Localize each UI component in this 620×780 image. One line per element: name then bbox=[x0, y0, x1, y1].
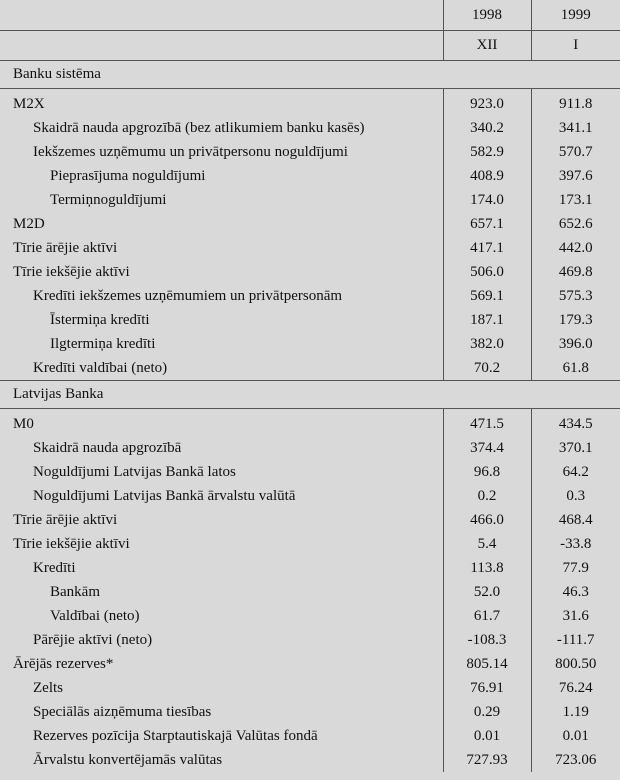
value-1999-i: 179.3 bbox=[531, 308, 620, 332]
value-1998-xii: -108.3 bbox=[443, 628, 531, 652]
table-row bbox=[0, 436, 620, 460]
table-row bbox=[0, 116, 620, 140]
header-empty-cell bbox=[0, 0, 443, 31]
value-1998-xii: 374.4 bbox=[443, 436, 531, 460]
row-label: Pieprasījuma noguldījumi bbox=[50, 168, 206, 184]
value-1999-i: 575.3 bbox=[531, 284, 620, 308]
value-1999-i: 341.1 bbox=[531, 116, 620, 140]
value-1998-xii: 569.1 bbox=[443, 284, 531, 308]
row-label: M0 bbox=[13, 416, 34, 432]
value-1998-xii: 113.8 bbox=[443, 556, 531, 580]
row-label: Ārvalstu konvertējamās valūtas bbox=[33, 752, 223, 768]
table-row bbox=[0, 700, 620, 724]
row-label: Ārējās rezerves* bbox=[13, 656, 114, 672]
row-label: Skaidrā nauda apgrozībā (bez atlikumiem banku kasēs) bbox=[33, 120, 365, 136]
row-label: Bankām bbox=[50, 584, 100, 600]
table-row bbox=[0, 236, 620, 260]
table-row bbox=[0, 724, 620, 748]
row-label: Kredīti valdībai (neto) bbox=[33, 360, 168, 376]
value-1999-i: 31.6 bbox=[531, 604, 620, 628]
value-1998-xii: 70.2 bbox=[443, 356, 531, 381]
header-empty-cell bbox=[0, 31, 443, 61]
value-1998-xii: 657.1 bbox=[443, 212, 531, 236]
header-row-months bbox=[0, 31, 620, 61]
value-1999-i: 652.6 bbox=[531, 212, 620, 236]
table-row bbox=[0, 508, 620, 532]
value-1998-xii: 582.9 bbox=[443, 140, 531, 164]
table-row bbox=[0, 628, 620, 652]
value-1998-xii: 727.93 bbox=[443, 748, 531, 772]
value-1999-i: 0.01 bbox=[531, 724, 620, 748]
table-row bbox=[0, 484, 620, 508]
table-row bbox=[0, 332, 620, 356]
value-1998-xii: 466.0 bbox=[443, 508, 531, 532]
row-label: Noguldījumi Latvijas Bankā latos bbox=[33, 464, 236, 480]
value-1999-i: 570.7 bbox=[531, 140, 620, 164]
value-1998-xii: 417.1 bbox=[443, 236, 531, 260]
section-title: Latvijas Banka bbox=[0, 381, 620, 409]
value-1998-xii: 52.0 bbox=[443, 580, 531, 604]
value-1999-i: 396.0 bbox=[531, 332, 620, 356]
row-label: M2D bbox=[13, 216, 45, 232]
header-month-1998: XII bbox=[443, 31, 531, 61]
table-row bbox=[0, 676, 620, 700]
value-1999-i: 46.3 bbox=[531, 580, 620, 604]
section-header bbox=[0, 381, 620, 409]
section-header bbox=[0, 61, 620, 89]
value-1998-xii: 0.01 bbox=[443, 724, 531, 748]
value-1998-xii: 340.2 bbox=[443, 116, 531, 140]
row-label: Valdībai (neto) bbox=[50, 608, 140, 624]
value-1998-xii: 471.5 bbox=[443, 409, 531, 437]
table-row bbox=[0, 89, 620, 117]
row-label: M2X bbox=[13, 96, 45, 112]
row-label: Kredīti bbox=[33, 560, 76, 576]
value-1999-i: 723.06 bbox=[531, 748, 620, 772]
table-row bbox=[0, 308, 620, 332]
row-label: Iekšzemes uzņēmumu un privātpersonu noguldījumi bbox=[33, 144, 348, 160]
row-label: Tīrie iekšējie aktīvi bbox=[13, 536, 130, 552]
value-1998-xii: 805.14 bbox=[443, 652, 531, 676]
value-1999-i: 0.3 bbox=[531, 484, 620, 508]
row-label: Tīrie ārējie aktīvi bbox=[13, 512, 118, 528]
value-1998-xii: 923.0 bbox=[443, 89, 531, 117]
row-label: Tīrie ārējie aktīvi bbox=[13, 240, 118, 256]
value-1998-xii: 382.0 bbox=[443, 332, 531, 356]
row-label: Kredīti iekšzemes uzņēmumiem un privātpersonām bbox=[33, 288, 343, 304]
table-row bbox=[0, 212, 620, 236]
table-row bbox=[0, 284, 620, 308]
table-row bbox=[0, 532, 620, 556]
value-1998-xii: 187.1 bbox=[443, 308, 531, 332]
header-year-1998: 1998 bbox=[443, 0, 531, 31]
value-1999-i: 1.19 bbox=[531, 700, 620, 724]
table-row bbox=[0, 140, 620, 164]
value-1999-i: 173.1 bbox=[531, 188, 620, 212]
row-label: Īstermiņa kredīti bbox=[50, 312, 150, 328]
table-row bbox=[0, 460, 620, 484]
value-1999-i: 469.8 bbox=[531, 260, 620, 284]
row-label: Noguldījumi Latvijas Bankā ārvalstu valūtā bbox=[33, 488, 296, 504]
row-label: Tīrie iekšējie aktīvi bbox=[13, 264, 130, 280]
header-month-1999: I bbox=[531, 31, 620, 61]
value-1999-i: 468.4 bbox=[531, 508, 620, 532]
table-row bbox=[0, 580, 620, 604]
table-row bbox=[0, 164, 620, 188]
value-1999-i: 370.1 bbox=[531, 436, 620, 460]
value-1999-i: 397.6 bbox=[531, 164, 620, 188]
value-1999-i: 64.2 bbox=[531, 460, 620, 484]
value-1998-xii: 76.91 bbox=[443, 676, 531, 700]
row-label: Zelts bbox=[33, 680, 63, 696]
value-1998-xii: 5.4 bbox=[443, 532, 531, 556]
value-1999-i: 442.0 bbox=[531, 236, 620, 260]
row-label: Ilgtermiņa kredīti bbox=[50, 336, 156, 352]
header-year-1999: 1999 bbox=[531, 0, 620, 31]
value-1998-xii: 0.2 bbox=[443, 484, 531, 508]
row-label: Termiņnoguldījumi bbox=[50, 192, 167, 208]
value-1998-xii: 408.9 bbox=[443, 164, 531, 188]
value-1999-i: 434.5 bbox=[531, 409, 620, 437]
header-row-years bbox=[0, 0, 620, 31]
value-1999-i: -111.7 bbox=[531, 628, 620, 652]
value-1998-xii: 506.0 bbox=[443, 260, 531, 284]
value-1999-i: 800.50 bbox=[531, 652, 620, 676]
row-label: Speciālās aizņēmuma tiesības bbox=[33, 704, 212, 720]
value-1998-xii: 96.8 bbox=[443, 460, 531, 484]
value-1999-i: 911.8 bbox=[531, 89, 620, 117]
row-label: Skaidrā nauda apgrozībā bbox=[33, 440, 182, 456]
row-label: Pārējie aktīvi (neto) bbox=[33, 632, 153, 648]
table-row bbox=[0, 652, 620, 676]
row-label: Rezerves pozīcija Starptautiskajā Valūtas fondā bbox=[33, 728, 318, 744]
table-row bbox=[0, 260, 620, 284]
table-row bbox=[0, 604, 620, 628]
table-row bbox=[0, 188, 620, 212]
value-1998-xii: 61.7 bbox=[443, 604, 531, 628]
section-title: Banku sistēma bbox=[0, 61, 620, 89]
value-1999-i: 61.8 bbox=[531, 356, 620, 381]
value-1999-i: 77.9 bbox=[531, 556, 620, 580]
value-1998-xii: 0.29 bbox=[443, 700, 531, 724]
table-row bbox=[0, 748, 620, 772]
value-1999-i: -33.8 bbox=[531, 532, 620, 556]
table-row bbox=[0, 409, 620, 437]
table-row bbox=[0, 356, 620, 381]
value-1998-xii: 174.0 bbox=[443, 188, 531, 212]
table-row bbox=[0, 556, 620, 580]
value-1999-i: 76.24 bbox=[531, 676, 620, 700]
